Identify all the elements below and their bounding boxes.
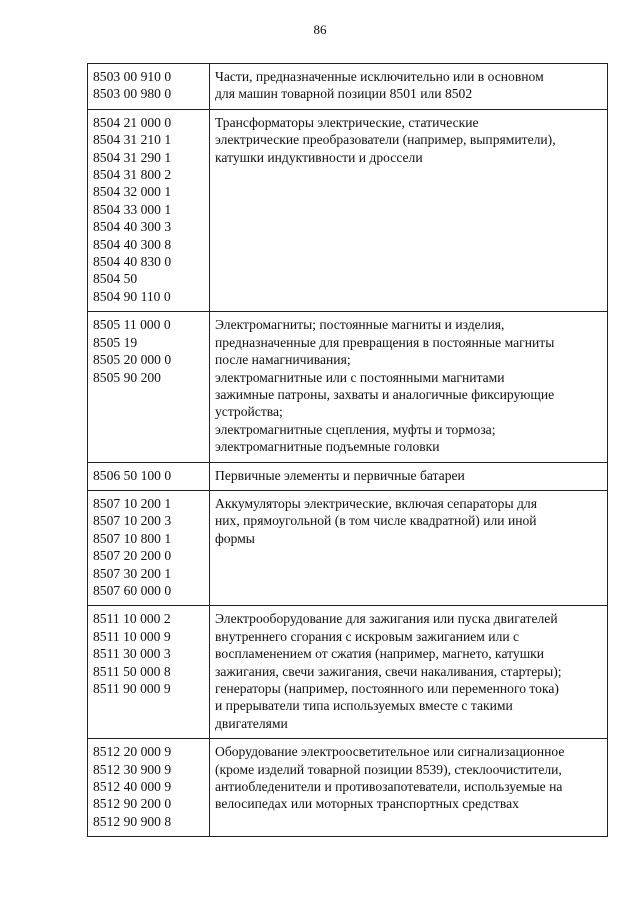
description-line: электромагнитные сцепления, муфты и тормоза; [215, 421, 496, 437]
commodity-code: 8503 00 910 0 [93, 69, 172, 84]
commodity-code: 8511 10 000 9 [93, 628, 171, 644]
commodity-code: 8512 40 000 9 [93, 779, 172, 795]
commodity-code: 8512 20 000 9 [93, 744, 172, 760]
table-row [88, 312, 608, 462]
commodity-code: 8507 30 200 1 [93, 565, 172, 581]
code-cell [88, 739, 210, 837]
commodity-code: 8504 40 830 0 [93, 254, 172, 270]
table-row [88, 739, 608, 837]
commodity-code: 8507 60 000 0 [93, 582, 172, 598]
description-line: формы [215, 530, 255, 546]
description-cell [210, 64, 608, 110]
description-line: (кроме изделий товарной позиции 8539), стеклоочистители, [215, 761, 562, 777]
commodity-code: 8504 31 210 1 [93, 132, 172, 148]
description-line: Оборудование электроосветительное или сигнализационное [215, 744, 565, 760]
commodity-code: 8506 50 100 0 [93, 467, 172, 483]
description-line: Первичные элементы и первичные батареи [215, 467, 465, 483]
commodity-code: 8507 10 800 1 [93, 530, 172, 546]
commodity-code: 8511 10 000 2 [93, 611, 171, 627]
commodity-code: 8504 32 000 1 [93, 184, 172, 200]
code-cell [88, 462, 210, 490]
code-cell [88, 64, 210, 110]
description-line: предназначенные для превращения в постоянные магниты [215, 334, 555, 350]
description-line: Электрооборудование для зажигания или пуска двигателей [215, 611, 558, 627]
description-cell [210, 606, 608, 739]
description-line: Аккумуляторы электрические, включая сепараторы для [215, 495, 537, 511]
description-line: двигателями [215, 715, 288, 731]
description-line: электромагнитные или с постоянными магнитами [215, 369, 505, 385]
commodity-code: 8511 50 000 8 [93, 663, 171, 679]
commodity-code: 8504 40 300 3 [93, 219, 172, 235]
commodity-code: 8504 33 000 1 [93, 201, 172, 217]
description-line: катушки индуктивности и дроссели [215, 149, 423, 165]
description-line: зажигания, свечи зажигания, свечи накаливания, стартеры); [215, 663, 562, 679]
description-line: электромагнитные подъемные головки [215, 439, 440, 455]
description-line: воспламенением от сжатия (например, магнето, катушки [215, 646, 545, 662]
code-cell [88, 606, 210, 739]
commodity-code: 8504 21 000 0 [93, 114, 172, 130]
commodity-code: 8504 31 290 1 [93, 149, 172, 165]
description-line: генераторы (например, постоянного или переменного тока) [215, 681, 559, 696]
table-row [88, 606, 608, 739]
commodity-code: 8507 20 200 0 [93, 548, 172, 564]
description-line: устройства; [215, 404, 283, 420]
commodity-code: 8505 90 200 [93, 369, 161, 385]
commodity-code: 8504 31 800 2 [93, 167, 172, 183]
description-cell [210, 739, 608, 837]
description-cell [210, 462, 608, 490]
commodity-code: 8511 30 000 3 [93, 646, 171, 662]
commodity-code: 8507 10 200 3 [93, 513, 172, 529]
description-line: зажимные патроны, захваты и аналогичные фиксирующие [215, 386, 555, 402]
description-line: электрические преобразователи (например, выпрямители), [215, 132, 556, 148]
commodity-code: 8512 30 900 9 [93, 761, 172, 777]
code-cell [88, 109, 210, 311]
commodity-code: 8511 90 000 9 [93, 681, 171, 696]
description-line: велосипедах или моторных транспортных средствах [215, 796, 519, 812]
commodity-code: 8504 90 110 0 [93, 288, 171, 304]
description-line: них, прямоугольной (в том числе квадратной) или иной [215, 513, 537, 529]
commodity-code: 8505 11 000 0 [93, 317, 171, 333]
table-row [88, 64, 608, 110]
description-line: Электромагниты; постоянные магниты и изделия, [215, 317, 505, 333]
description-line: после намагничивания; [215, 352, 351, 368]
description-line: Трансформаторы электрические, статические [215, 114, 479, 130]
commodity-code: 8512 90 200 0 [93, 796, 172, 812]
description-line: и прерыватели типа используемых вместе с такими [215, 698, 513, 714]
table-row [88, 462, 608, 490]
commodity-code: 8504 50 [93, 271, 138, 287]
description-cell [210, 312, 608, 462]
commodity-code: 8505 20 000 0 [93, 352, 172, 368]
commodity-code: 8512 90 900 8 [93, 813, 172, 829]
description-cell [210, 109, 608, 311]
code-cell [88, 312, 210, 462]
commodity-code: 8507 10 200 1 [93, 495, 172, 511]
table-row [88, 109, 608, 311]
description-line: Части, предназначенные исключительно или в основном [215, 69, 544, 84]
commodity-code: 8504 40 300 8 [93, 236, 172, 252]
description-cell [210, 490, 608, 605]
commodity-code: 8503 00 980 0 [93, 86, 172, 102]
code-cell [88, 490, 210, 605]
description-line: антиобледенители и противозапотеватели, используемые на [215, 779, 563, 795]
table-row [88, 490, 608, 605]
commodity-codes-table [87, 63, 608, 837]
table-body [88, 64, 608, 837]
commodity-code: 8505 19 [93, 334, 138, 350]
description-line: для машин товарной позиции 8501 или 8502 [215, 86, 473, 102]
page-number: 86 [313, 22, 327, 37]
description-line: внутреннего сгорания с искровым зажиганием или с [215, 628, 520, 644]
